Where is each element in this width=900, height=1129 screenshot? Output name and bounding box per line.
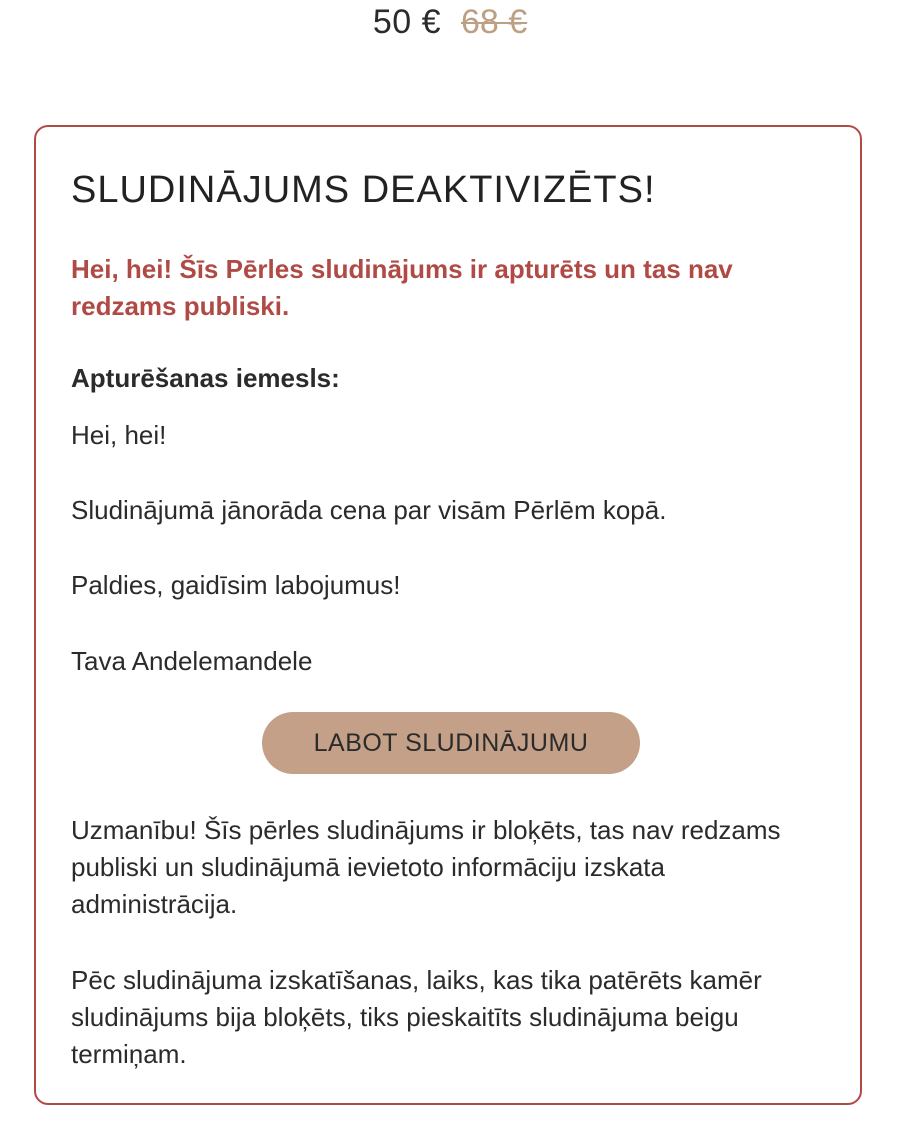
current-price: 50 € [372,2,441,41]
reason-line-message: Sludinājumā jānorāda cena par visām Pērlēm kopā. [71,495,667,525]
review-info-text: Pēc sludinājuma izskatīšanas, laiks, kas tika patērēts kamēr sludinājums bija bloķēts, tiks pieskaitīts sludinājuma beigu termiņam. [71,965,762,1069]
old-price: 68 € [461,2,528,41]
price-row [0,0,900,44]
deactivation-notice-card [34,125,862,1105]
reason-line-thanks: Paldies, gaidīsim labojumus! [71,570,401,600]
reason-line-signature: Tava Andelemandele [71,646,313,676]
notice-title: SLUDINĀJUMS DEAKTIVIZĒTS! [71,169,656,211]
reason-line-greeting: Hei, hei! [71,420,167,450]
edit-listing-button[interactable]: LABOT SLUDINĀJUMU [262,712,640,774]
suspension-warning: Hei, hei! Šīs Pērles sludinājums ir apturēts un tas nav redzams publiski. [71,254,733,321]
blocked-info-text: Uzmanību! Šīs pērles sludinājums ir bloķēts, tas nav redzams publiski un sludinājumā ievietoto informāciju izskata administrācija. [71,815,781,919]
reason-heading: Apturēšanas iemesls: [71,363,340,393]
